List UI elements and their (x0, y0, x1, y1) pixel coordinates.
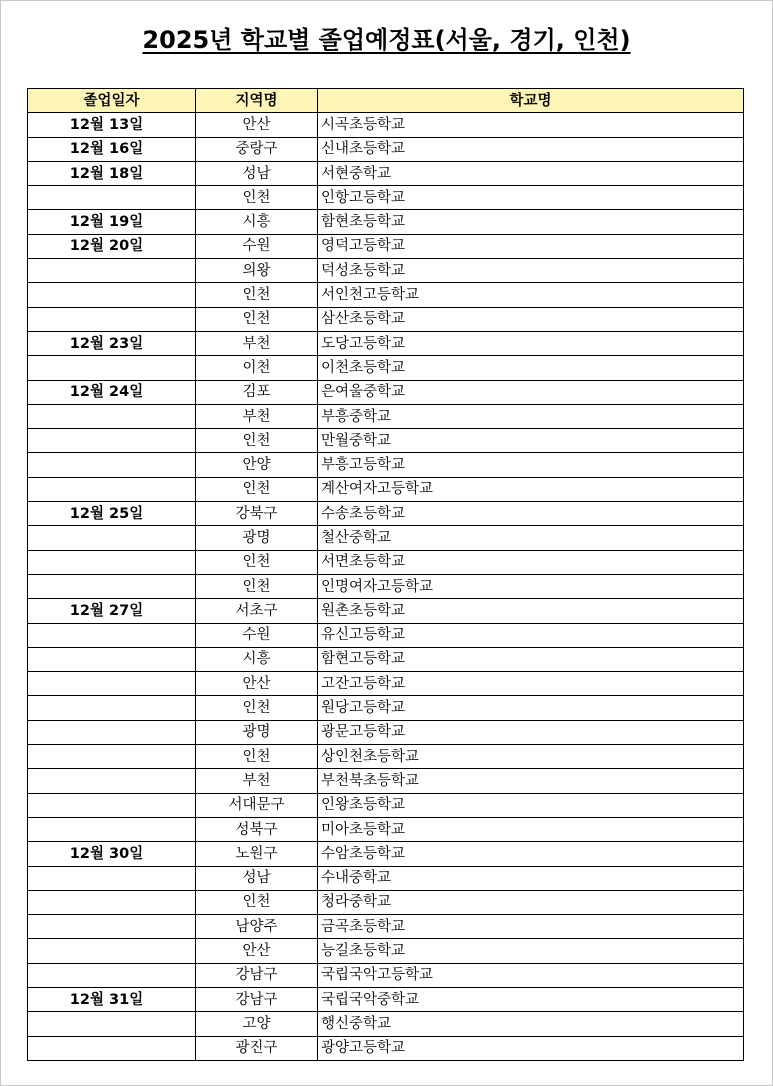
date-cell (28, 1012, 196, 1036)
date-cell (28, 283, 196, 307)
table-row (28, 1036, 744, 1060)
table-row (28, 696, 744, 720)
date-cell: 12월 16일 (28, 137, 196, 161)
date-cell (28, 793, 196, 817)
school-cell: 상인천초등학교 (318, 745, 744, 769)
date-cell (28, 526, 196, 550)
date-cell (28, 672, 196, 696)
school-cell: 함현고등학교 (318, 647, 744, 671)
school-cell: 함현초등학교 (318, 210, 744, 234)
table-row (28, 987, 744, 1011)
school-cell: 서현중학교 (318, 161, 744, 185)
school-cell: 인왕초등학교 (318, 793, 744, 817)
table-row (28, 550, 744, 574)
school-cell: 서인천고등학교 (318, 283, 744, 307)
date-cell (28, 307, 196, 331)
date-cell (28, 186, 196, 210)
table-row (28, 720, 744, 744)
table-row (28, 769, 744, 793)
school-cell: 덕성초등학교 (318, 259, 744, 283)
page-title-text: 2025년 학교별 졸업예정표(서울, 경기, 인천) (142, 26, 631, 54)
region-cell: 성남 (196, 866, 318, 890)
region-cell: 인천 (196, 186, 318, 210)
region-cell: 이천 (196, 356, 318, 380)
school-cell: 도당고등학교 (318, 331, 744, 355)
school-cell: 국립국악고등학교 (318, 963, 744, 987)
table-row (28, 307, 744, 331)
table-row (28, 963, 744, 987)
school-cell: 영덕고등학교 (318, 234, 744, 258)
region-cell: 광진구 (196, 1036, 318, 1060)
table-row (28, 186, 744, 210)
table-row (28, 793, 744, 817)
school-cell: 인항고등학교 (318, 186, 744, 210)
date-cell (28, 647, 196, 671)
date-cell: 12월 31일 (28, 987, 196, 1011)
region-cell: 인천 (196, 477, 318, 501)
region-cell: 수원 (196, 234, 318, 258)
date-cell (28, 963, 196, 987)
date-cell: 12월 30일 (28, 842, 196, 866)
table-row (28, 210, 744, 234)
region-cell: 인천 (196, 890, 318, 914)
school-cell: 부천북초등학교 (318, 769, 744, 793)
region-cell: 의왕 (196, 259, 318, 283)
region-cell: 서초구 (196, 599, 318, 623)
table-row (28, 356, 744, 380)
region-cell: 인천 (196, 574, 318, 598)
date-cell: 12월 13일 (28, 113, 196, 137)
school-cell: 인명여자고등학교 (318, 574, 744, 598)
table-row (28, 502, 744, 526)
region-cell: 시흥 (196, 210, 318, 234)
region-cell: 노원구 (196, 842, 318, 866)
table-row (28, 380, 744, 404)
school-cell: 수내중학교 (318, 866, 744, 890)
school-cell: 서면초등학교 (318, 550, 744, 574)
school-cell: 부흥고등학교 (318, 453, 744, 477)
date-cell (28, 404, 196, 428)
date-cell (28, 356, 196, 380)
table-row (28, 161, 744, 185)
school-cell: 은여울중학교 (318, 380, 744, 404)
region-cell: 김포 (196, 380, 318, 404)
date-cell (28, 915, 196, 939)
table-row (28, 404, 744, 428)
date-cell (28, 550, 196, 574)
date-cell (28, 745, 196, 769)
table-row (28, 647, 744, 671)
table-row (28, 574, 744, 598)
school-cell: 원당고등학교 (318, 696, 744, 720)
table-row (28, 283, 744, 307)
region-cell: 강남구 (196, 987, 318, 1011)
table-row (28, 259, 744, 283)
school-cell: 수암초등학교 (318, 842, 744, 866)
date-cell (28, 1036, 196, 1060)
date-cell (28, 574, 196, 598)
table-row (28, 939, 744, 963)
table-row (28, 599, 744, 623)
region-cell: 안산 (196, 939, 318, 963)
region-cell: 부천 (196, 331, 318, 355)
region-cell: 인천 (196, 696, 318, 720)
date-cell (28, 696, 196, 720)
school-cell: 삼산초등학교 (318, 307, 744, 331)
date-cell (28, 939, 196, 963)
date-cell (28, 817, 196, 841)
page-title (0, 22, 773, 58)
table-row (28, 113, 744, 137)
table-header-row (28, 89, 744, 113)
region-cell: 안산 (196, 672, 318, 696)
date-cell: 12월 25일 (28, 502, 196, 526)
table-row (28, 890, 744, 914)
table-row (28, 623, 744, 647)
table-row (28, 137, 744, 161)
date-cell: 12월 18일 (28, 161, 196, 185)
date-cell (28, 720, 196, 744)
school-cell: 부흥중학교 (318, 404, 744, 428)
region-cell: 안양 (196, 453, 318, 477)
school-cell: 이천초등학교 (318, 356, 744, 380)
table-row (28, 817, 744, 841)
region-cell: 중랑구 (196, 137, 318, 161)
table-row (28, 915, 744, 939)
school-cell: 행신중학교 (318, 1012, 744, 1036)
region-cell: 서대문구 (196, 793, 318, 817)
table-row (28, 672, 744, 696)
table-row (28, 745, 744, 769)
table-row (28, 331, 744, 355)
region-cell: 고양 (196, 1012, 318, 1036)
date-cell (28, 453, 196, 477)
school-cell: 고잔고등학교 (318, 672, 744, 696)
school-cell: 만월중학교 (318, 429, 744, 453)
region-cell: 성북구 (196, 817, 318, 841)
graduation-schedule-table (27, 88, 744, 1061)
date-cell (28, 259, 196, 283)
region-cell: 성남 (196, 161, 318, 185)
date-cell (28, 866, 196, 890)
region-cell: 강남구 (196, 963, 318, 987)
school-cell: 광양고등학교 (318, 1036, 744, 1060)
header-school: 학교명 (318, 89, 744, 113)
date-cell (28, 429, 196, 453)
date-cell (28, 477, 196, 501)
date-cell: 12월 20일 (28, 234, 196, 258)
table-row (28, 842, 744, 866)
school-cell: 원촌초등학교 (318, 599, 744, 623)
region-cell: 부천 (196, 404, 318, 428)
date-cell (28, 890, 196, 914)
region-cell: 광명 (196, 526, 318, 550)
header-region: 지역명 (196, 89, 318, 113)
school-cell: 미아초등학교 (318, 817, 744, 841)
date-cell: 12월 23일 (28, 331, 196, 355)
date-cell: 12월 27일 (28, 599, 196, 623)
school-cell: 시곡초등학교 (318, 113, 744, 137)
table-row (28, 453, 744, 477)
region-cell: 안산 (196, 113, 318, 137)
table-row (28, 477, 744, 501)
school-cell: 수송초등학교 (318, 502, 744, 526)
school-cell: 철산중학교 (318, 526, 744, 550)
school-cell: 신내초등학교 (318, 137, 744, 161)
region-cell: 광명 (196, 720, 318, 744)
date-cell (28, 769, 196, 793)
school-cell: 유신고등학교 (318, 623, 744, 647)
region-cell: 인천 (196, 429, 318, 453)
school-cell: 계산여자고등학교 (318, 477, 744, 501)
table-row (28, 234, 744, 258)
region-cell: 수원 (196, 623, 318, 647)
region-cell: 부천 (196, 769, 318, 793)
region-cell: 인천 (196, 283, 318, 307)
header-date: 졸업일자 (28, 89, 196, 113)
school-cell: 능길초등학교 (318, 939, 744, 963)
region-cell: 남양주 (196, 915, 318, 939)
date-cell: 12월 19일 (28, 210, 196, 234)
school-cell: 금곡초등학교 (318, 915, 744, 939)
region-cell: 인천 (196, 745, 318, 769)
table-body (28, 113, 744, 1061)
table-row (28, 1012, 744, 1036)
school-cell: 국립국악중학교 (318, 987, 744, 1011)
region-cell: 인천 (196, 550, 318, 574)
region-cell: 시흥 (196, 647, 318, 671)
school-cell: 광문고등학교 (318, 720, 744, 744)
table-row (28, 526, 744, 550)
region-cell: 강북구 (196, 502, 318, 526)
school-cell: 청라중학교 (318, 890, 744, 914)
region-cell: 인천 (196, 307, 318, 331)
date-cell (28, 623, 196, 647)
table-row (28, 866, 744, 890)
table-row (28, 429, 744, 453)
date-cell: 12월 24일 (28, 380, 196, 404)
